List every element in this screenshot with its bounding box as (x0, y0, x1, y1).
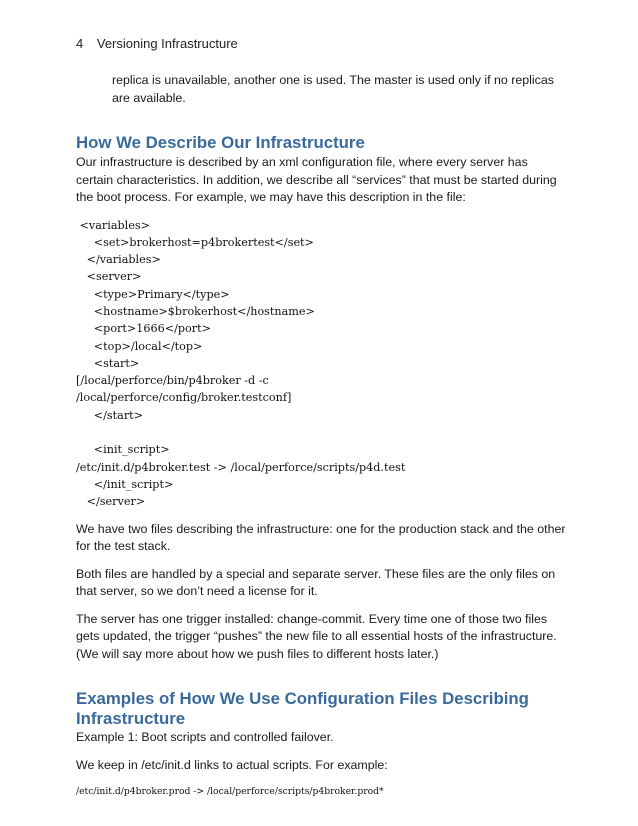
paragraph-trigger: The server has one trigger installed: change-commit. Every time one of those two files gets updated, the trigger “pushes” the new file to all essential hosts of the infrastructure. (We will say more about how we push files to different hosts later.) (76, 611, 557, 661)
code-line: <server> (76, 270, 142, 284)
code-line: <port>1666</port> (76, 322, 211, 336)
section-paragraph-description: Our infrastructure is described by an xml configuration file, where every server has certain characteristics. In addition, we describe all “services” that must be started during the boot process. For example, we may have this description in the file: (76, 155, 557, 204)
paragraph-two-files: We have two files describing the infrastructure: one for the production stack and the other for the test stack. (76, 521, 566, 554)
running-header (76, 36, 238, 51)
init-link-code: /etc/init.d/p4broker.prod -> /local/perforce/scripts/p4broker.prod* (76, 786, 384, 798)
code-line: <start> (76, 356, 140, 370)
code-line: </start> (76, 408, 144, 422)
code-line: /local/perforce/config/broker.testconf] (76, 391, 292, 405)
code-line: <top>/local</top> (76, 339, 203, 353)
section-heading-describe: How We Describe Our Infrastructure (76, 133, 365, 152)
page-number: 4 (76, 36, 84, 51)
section-heading-examples-line2: Infrastructure (76, 709, 186, 729)
code-line: </server> (76, 495, 146, 509)
running-title: Versioning Infrastructure (96, 36, 238, 51)
paragraph-separate-server: Both files are handled by a special and separate server. These files are the only files on that server, so we don’t need a license for it. (76, 566, 556, 599)
xml-code-block (76, 217, 566, 511)
page-content (76, 72, 566, 797)
section-heading-examples (76, 689, 566, 729)
code-line: </variables> (76, 253, 161, 267)
code-line: <type>Primary</type> (76, 287, 230, 301)
section-heading-examples-line1: Examples of How We Use Configuration Files Describing (76, 689, 529, 709)
code-line: <variables> (76, 218, 150, 232)
code-line: /etc/init.d/p4broker.test -> /local/perforce/scripts/p4d.test (76, 460, 406, 474)
code-line: <set>brokerhost=p4brokertest</set> (76, 235, 314, 249)
code-line: </init_script> (76, 477, 174, 491)
code-line (76, 424, 566, 441)
code-line: <init_script> (76, 443, 170, 457)
example-label: Example 1: Boot scripts and controlled failover. (76, 730, 334, 745)
code-line: <hostname>$brokerhost</hostname> (76, 304, 315, 318)
paragraph-init-links: We keep in /etc/init.d links to actual scripts. For example: (76, 757, 388, 772)
intro-continuation: replica is unavailable, another one is used. The master is used only if no replicas are available. (112, 73, 554, 105)
code-line: [/local/perforce/bin/p4broker -d -c (76, 374, 269, 388)
